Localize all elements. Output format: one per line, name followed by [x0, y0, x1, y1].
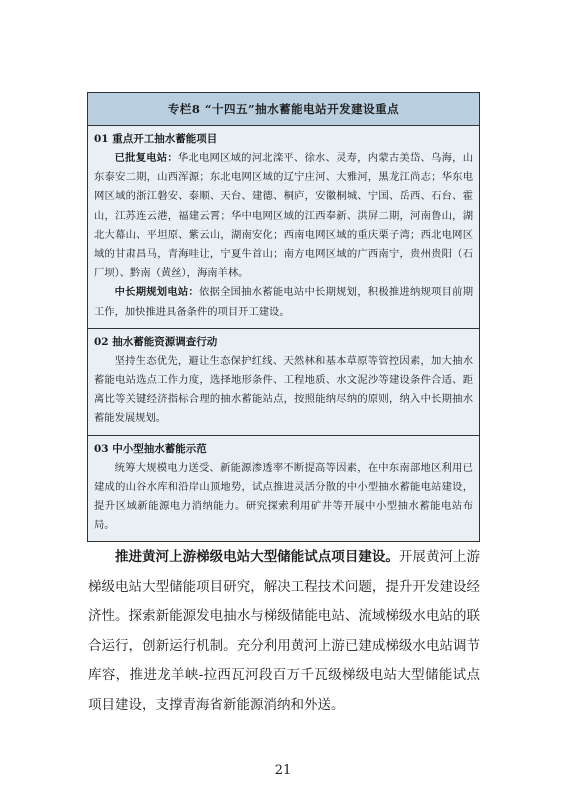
section-3 [88, 436, 479, 542]
sidebar-box [87, 92, 480, 542]
paragraph-text: 华北电网区域的河北滦平、徐水、灵寿，内蒙古美岱、乌海，山东泰安二期，山西浑源；东北电网区域的辽宁庄河、大雅河，黑龙江尚志；华东电网区域的浙江磐安、泰顺、天台、建德、桐庐，安徽桐城、宁国、岳西、石台、霍山，江苏连云港，福建云霄；华中电网区域的江西奉新、洪屏二期，河南鲁山，湖北大幕山、平坦原、紫云山，湖南安化；西南电网区域的重庆栗子湾；西北电网区域的甘肃昌马，青海哇让，宁夏牛首山；南方电网区域的广西南宁，贵州贵阳（石厂坝）、黔南（黄丝），海南羊林。 [94, 152, 474, 280]
body-paragraph [88, 543, 480, 720]
paragraph-text: 坚持生态优先，避让生态保护红线、天然林和基本草原等管控因素，加大抽水蓄能电站选点工作力度，选择地形条件、工程地质、水文泥沙等建设条件合适、距离比等关键经济指标合理的抽水蓄能站点，按照能纳尽纳的原则，纳入中长期抽水蓄能发展规划。 [94, 354, 473, 425]
section-title: 03 中小型抽水蓄能示范 [94, 442, 207, 455]
section-title: 02 抽水蓄能资源调查行动 [94, 335, 218, 348]
paragraph [94, 149, 473, 283]
body-text: 开展黄河上游梯级电站大型储能项目研究，解决工程技术问题，提升开发建设经济性。探索新能源发电抽水与梯级储能电站、流域梯级水电站的联合运行，创新运行机制。充分利用黄河上游已建成梯级水电站调节库容，推进龙羊峡-拉西瓦河段百万千瓦级梯级电站大型储能试点项目建设，支撑青海省新能源消纳和外送。 [88, 549, 481, 713]
paragraph-lead: 已批复电站： [114, 152, 178, 164]
page-number: 21 [274, 763, 292, 778]
body-lead: 推进黄河上游梯级电站大型储能试点项目建设。 [115, 549, 399, 565]
section-1 [88, 126, 479, 329]
section-2 [88, 329, 479, 436]
paragraph [94, 283, 473, 321]
paragraph [94, 459, 473, 536]
paragraph-text: 统筹大规模电力送受、新能源渗透率不断提高等因素，在中东南部地区利用已建成的山谷水库和沿岸山顶地势，试点推进灵活分散的中小型抽水蓄能电站建设，提升区域新能源电力消纳能力。研究探索利用矿井等开展中小型抽水蓄能电站布局。 [94, 461, 473, 532]
paragraph-text: 依据全国抽水蓄能电站中长期规划，积极推进纳规项目前期工作，加快推进具备条件的项目开工建设。 [94, 286, 473, 318]
box-title: 专栏8 “十四五”抽水蓄能电站开发建设重点 [88, 93, 479, 126]
paragraph [94, 352, 473, 429]
section-title: 01 重点开工抽水蓄能项目 [94, 133, 218, 145]
paragraph-lead: 中长期规划电站： [114, 286, 199, 299]
